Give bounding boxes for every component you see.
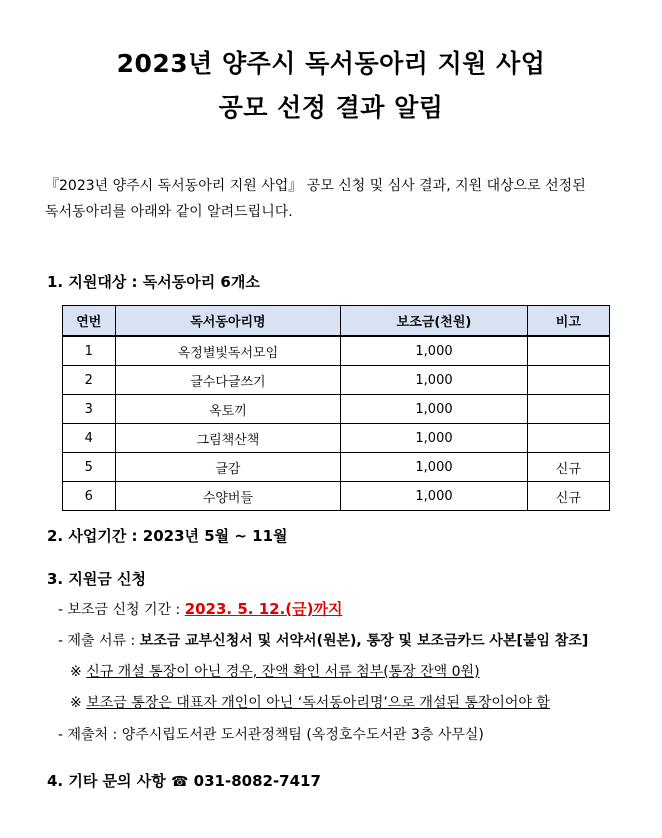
header-subsidy: 보조금(천원) [341, 306, 527, 337]
contact-phone: 031-8082-7417 [193, 772, 321, 790]
table-header-row [63, 306, 610, 337]
table-row [63, 366, 610, 395]
table-row [63, 453, 610, 482]
intro-paragraph [45, 173, 625, 225]
cell-number: 1 [63, 336, 116, 366]
cell-number: 4 [63, 424, 116, 453]
intro-line-2: 독서동아리를 아래와 같이 알려드립니다. [45, 204, 293, 220]
cell-club-name: 글감 [115, 453, 341, 482]
table-row [63, 336, 610, 366]
cell-number: 5 [63, 453, 116, 482]
cell-subsidy: 1,000 [341, 395, 527, 424]
header-remarks: 비고 [527, 306, 609, 337]
cell-remarks [527, 424, 609, 453]
section-support-target: 1. 지원대상 : 독서동아리 6개소 [47, 273, 260, 291]
cell-remarks [527, 395, 609, 424]
cell-club-name: 수양버들 [115, 482, 341, 511]
cell-number: 6 [63, 482, 116, 511]
table-row [63, 424, 610, 453]
cell-remarks: 신규 [527, 482, 609, 511]
application-period-label: - 보조금 신청 기간 : [58, 602, 185, 618]
required-documents-value: 보조금 교부신청서 및 서약서(원본), 통장 및 보조금카드 사본[붙임 참조] [139, 633, 589, 649]
note-account-owner [70, 692, 550, 712]
cell-club-name: 옥정별빛독서모임 [115, 336, 341, 366]
cell-subsidy: 1,000 [341, 336, 527, 366]
cell-subsidy: 1,000 [341, 453, 527, 482]
note-mark: ※ [70, 695, 87, 711]
cell-club-name: 그림책산책 [115, 424, 341, 453]
section-contact [47, 770, 321, 791]
submission-place: - 제출처 : 양주시립도서관 도서관정책팀 (옥정호수도서관 3층 사무실) [58, 727, 484, 743]
intro-line-1: 『2023년 양주시 독서동아리 지원 사업』 공모 신청 및 심사 결과, 지원 대상으로 선정된 [45, 178, 586, 194]
cell-subsidy: 1,000 [341, 482, 527, 511]
cell-number: 2 [63, 366, 116, 395]
note-mark: ※ [70, 664, 87, 680]
section-project-period: 2. 사업기간 : 2023년 5월 ~ 11월 [47, 527, 288, 545]
contact-label: 4. 기타 문의 사항 [47, 772, 171, 790]
required-documents-label: - 제출 서류 : [58, 633, 140, 649]
application-period-line [58, 598, 342, 619]
cell-subsidy: 1,000 [341, 366, 527, 395]
cell-subsidy: 1,000 [341, 424, 527, 453]
section-grant-application: 3. 지원금 신청 [47, 570, 147, 588]
table-row [63, 395, 610, 424]
table-row [63, 482, 610, 511]
document-title-line2: 공모 선정 결과 알림 [218, 93, 444, 122]
selected-clubs-table [62, 305, 610, 511]
header-number: 연번 [63, 306, 116, 337]
telephone-icon: ☎ [170, 774, 189, 790]
cell-club-name: 옥토끼 [115, 395, 341, 424]
header-club-name: 독서동아리명 [115, 306, 341, 337]
application-deadline: 2023. 5. 12.(금)까지 [184, 600, 343, 618]
cell-club-name: 글수다글쓰기 [115, 366, 341, 395]
required-documents-line [58, 630, 588, 650]
note-new-account-text: 신규 개설 통장이 아닌 경우, 잔액 확인 서류 첨부(통장 잔액 0원) [86, 664, 480, 680]
document-title-line1: 2023년 양주시 독서동아리 지원 사업 [116, 49, 546, 78]
cell-remarks [527, 336, 609, 366]
cell-remarks [527, 366, 609, 395]
cell-number: 3 [63, 395, 116, 424]
cell-remarks: 신규 [527, 453, 609, 482]
note-new-account [70, 661, 480, 681]
note-account-owner-text: 보조금 통장은 대표자 개인이 아닌 ‘독서동아리명’으로 개설된 통장이어야 함 [86, 695, 550, 711]
